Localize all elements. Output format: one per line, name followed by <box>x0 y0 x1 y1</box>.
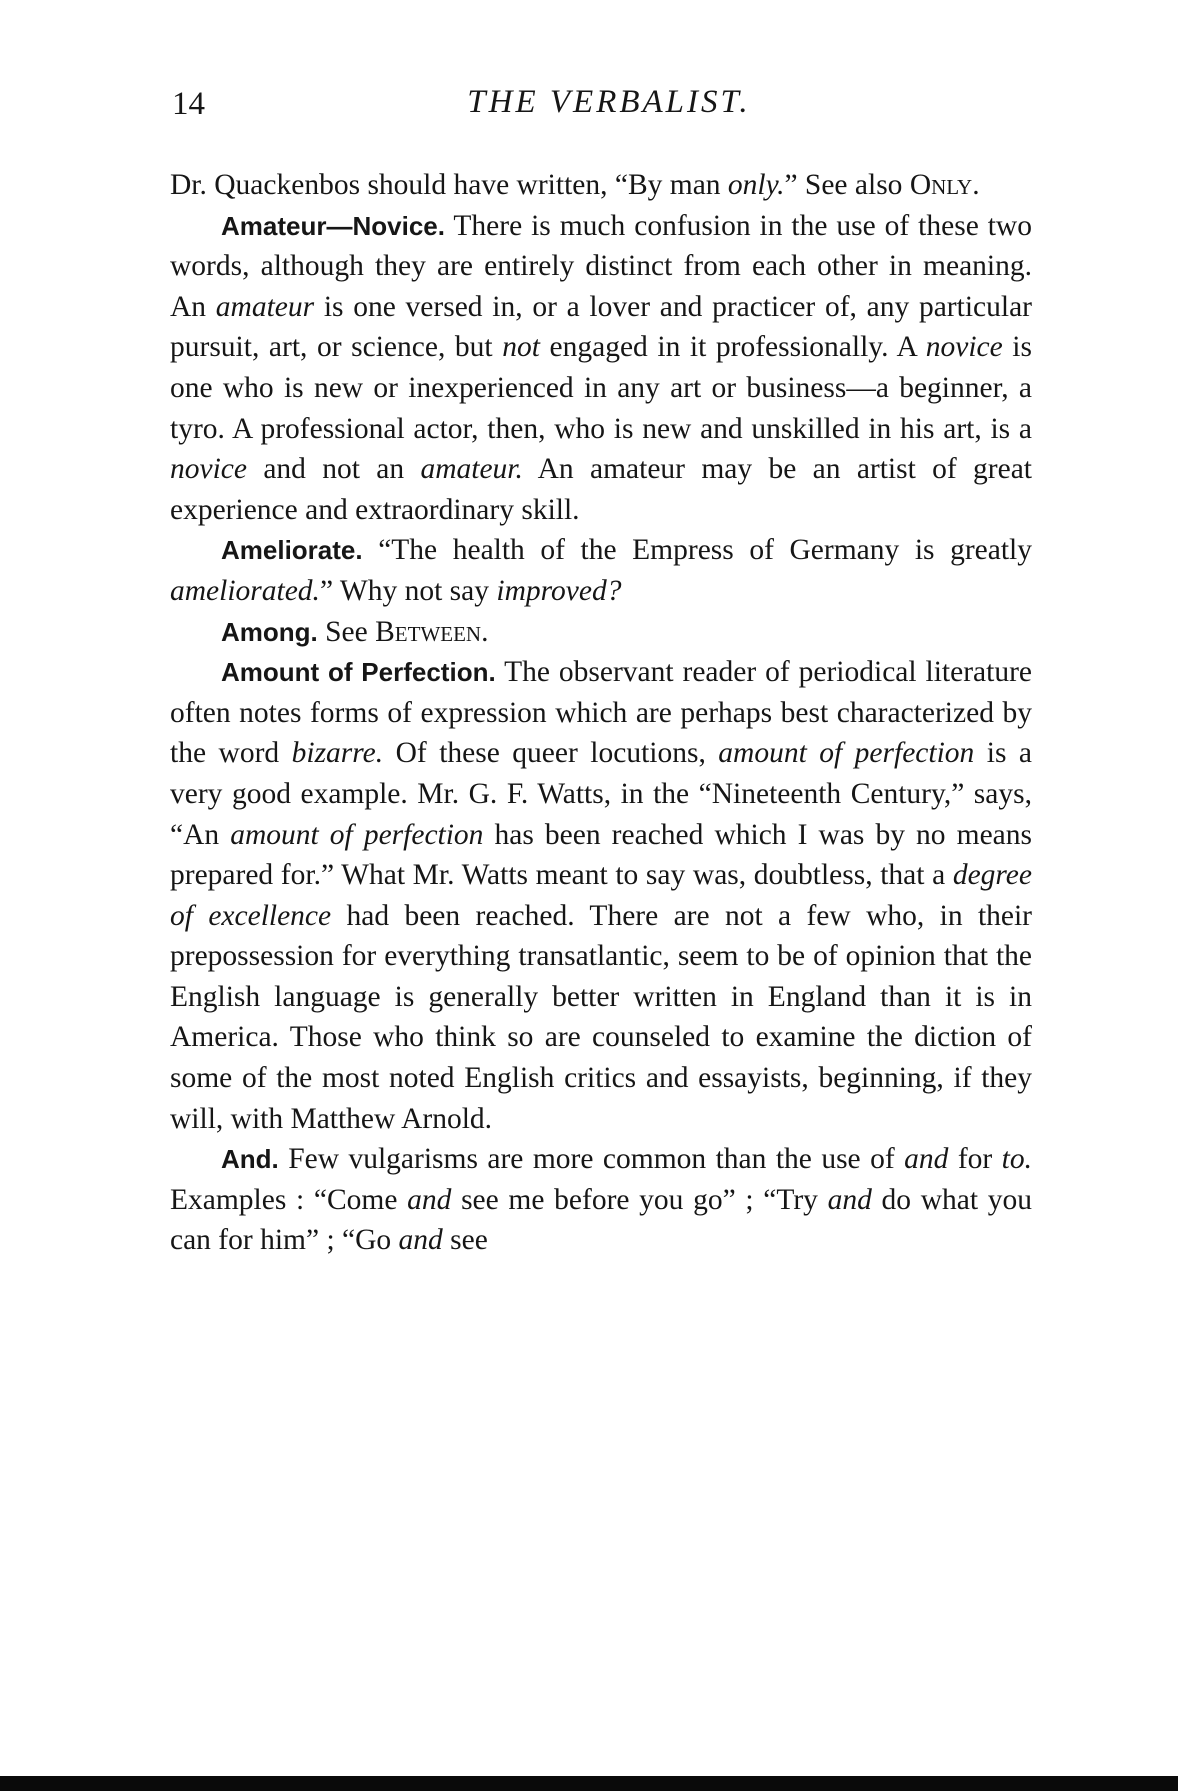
italic-run: and <box>398 1224 443 1257</box>
text-run: engaged in it professionally. A <box>539 331 926 364</box>
italic-run: bizarre. <box>291 737 384 770</box>
text-run: Examples : “Come <box>170 1183 408 1216</box>
text-run: and not an <box>246 453 421 486</box>
italic-run: to. <box>1001 1143 1032 1176</box>
entry-headword: Amateur—Novice. <box>221 210 445 241</box>
italic-run: amount of perfection <box>230 818 484 851</box>
text-run: Of these queer locutions, <box>383 737 719 770</box>
continuation-paragraph <box>170 165 1032 206</box>
italic-run: novice <box>925 331 1003 364</box>
entry-amount-of-perfection <box>170 652 1032 1139</box>
italic-run: improved? <box>496 574 622 607</box>
text-run: is a very good example. Mr. G. F. Watts, in the “Nineteenth Century,” says, “An <box>170 737 1033 851</box>
text-run: ” See also <box>784 169 910 201</box>
italic-run: amount of perfection <box>718 737 975 770</box>
running-title: THE VERBALIST. <box>467 84 751 120</box>
entry-ameliorate <box>170 530 1032 611</box>
italic-run: not <box>502 331 540 364</box>
italic-run: and <box>407 1183 452 1216</box>
italic-run: and <box>904 1143 949 1176</box>
text-run: The observant reader of periodical literature often notes forms of expression which are perhaps best characterized by the word <box>170 656 1032 770</box>
text-run: is one versed in, or a lover and practicer of, any particular pursuit, art, or science, but <box>170 290 1032 364</box>
text-run: do what you can for him” ; “Go <box>170 1183 1033 1257</box>
italic-run: amateur. <box>420 453 523 486</box>
text-run: Dr. Quackenbos should have written, “By man <box>170 169 728 201</box>
text-run: has been reached which I was by no means prepared for.” What Mr. Watts meant to say was, doubtless, that a <box>170 818 1032 892</box>
italic-run: only. <box>727 169 785 201</box>
entry-headword: Ameliorate. <box>221 535 363 566</box>
text-run: An amateur may be an artist of great experience and extraordinary skill. <box>170 453 1032 526</box>
text-run: . <box>972 169 980 201</box>
text-run: . <box>481 615 489 648</box>
entry-amateur-novice <box>170 206 1032 531</box>
body-text <box>170 165 1032 1261</box>
entry-headword: Amount of Perfection. <box>221 657 496 688</box>
italic-run: and <box>827 1183 872 1216</box>
text-run: There is much confusion in the use of these two words, although they are entirely distinct from each other in meaning. An <box>170 209 1032 323</box>
italic-run: novice <box>170 453 247 486</box>
text-run: Few vulgarisms are more common than the use of <box>278 1143 905 1176</box>
entry-and <box>170 1139 1032 1261</box>
text-run: for <box>948 1143 1002 1176</box>
text-run: See <box>317 615 376 648</box>
italic-run: ameliorated. <box>170 574 320 607</box>
text-run: see me before you go” ; “Try <box>451 1183 828 1216</box>
text-run: “The health of the Empress of Germany is greatly <box>362 534 1032 567</box>
italic-run: degree of excellence <box>170 859 1032 932</box>
entry-among <box>170 612 1032 653</box>
text-run: see <box>442 1224 488 1257</box>
italic-run: amateur <box>215 290 315 323</box>
entry-headword: Among. <box>221 616 318 647</box>
page-number: 14 <box>172 86 205 122</box>
cross-reference: Between <box>375 615 482 648</box>
scan-bottom-edge <box>0 1776 1178 1791</box>
cross-reference: Only <box>909 169 973 201</box>
entry-headword: And. <box>221 1144 279 1175</box>
text-run: is one who is new or inexperienced in any art or business—a beginner, a tyro. A professional actor, then, who is new and unskilled in his art, is a <box>170 331 1032 445</box>
text-run: ” Why not say <box>319 574 497 607</box>
text-run: had been reached. There are not a few who, in their prepossession for everything transatlantic, seem to be of opinion that the English language is generally better written in England than it is in America. Those who think so are counseled to examine the diction of some of the most noted English critics and essayists, beginning, if they will, with Matthew Arnold. <box>170 899 1032 1135</box>
